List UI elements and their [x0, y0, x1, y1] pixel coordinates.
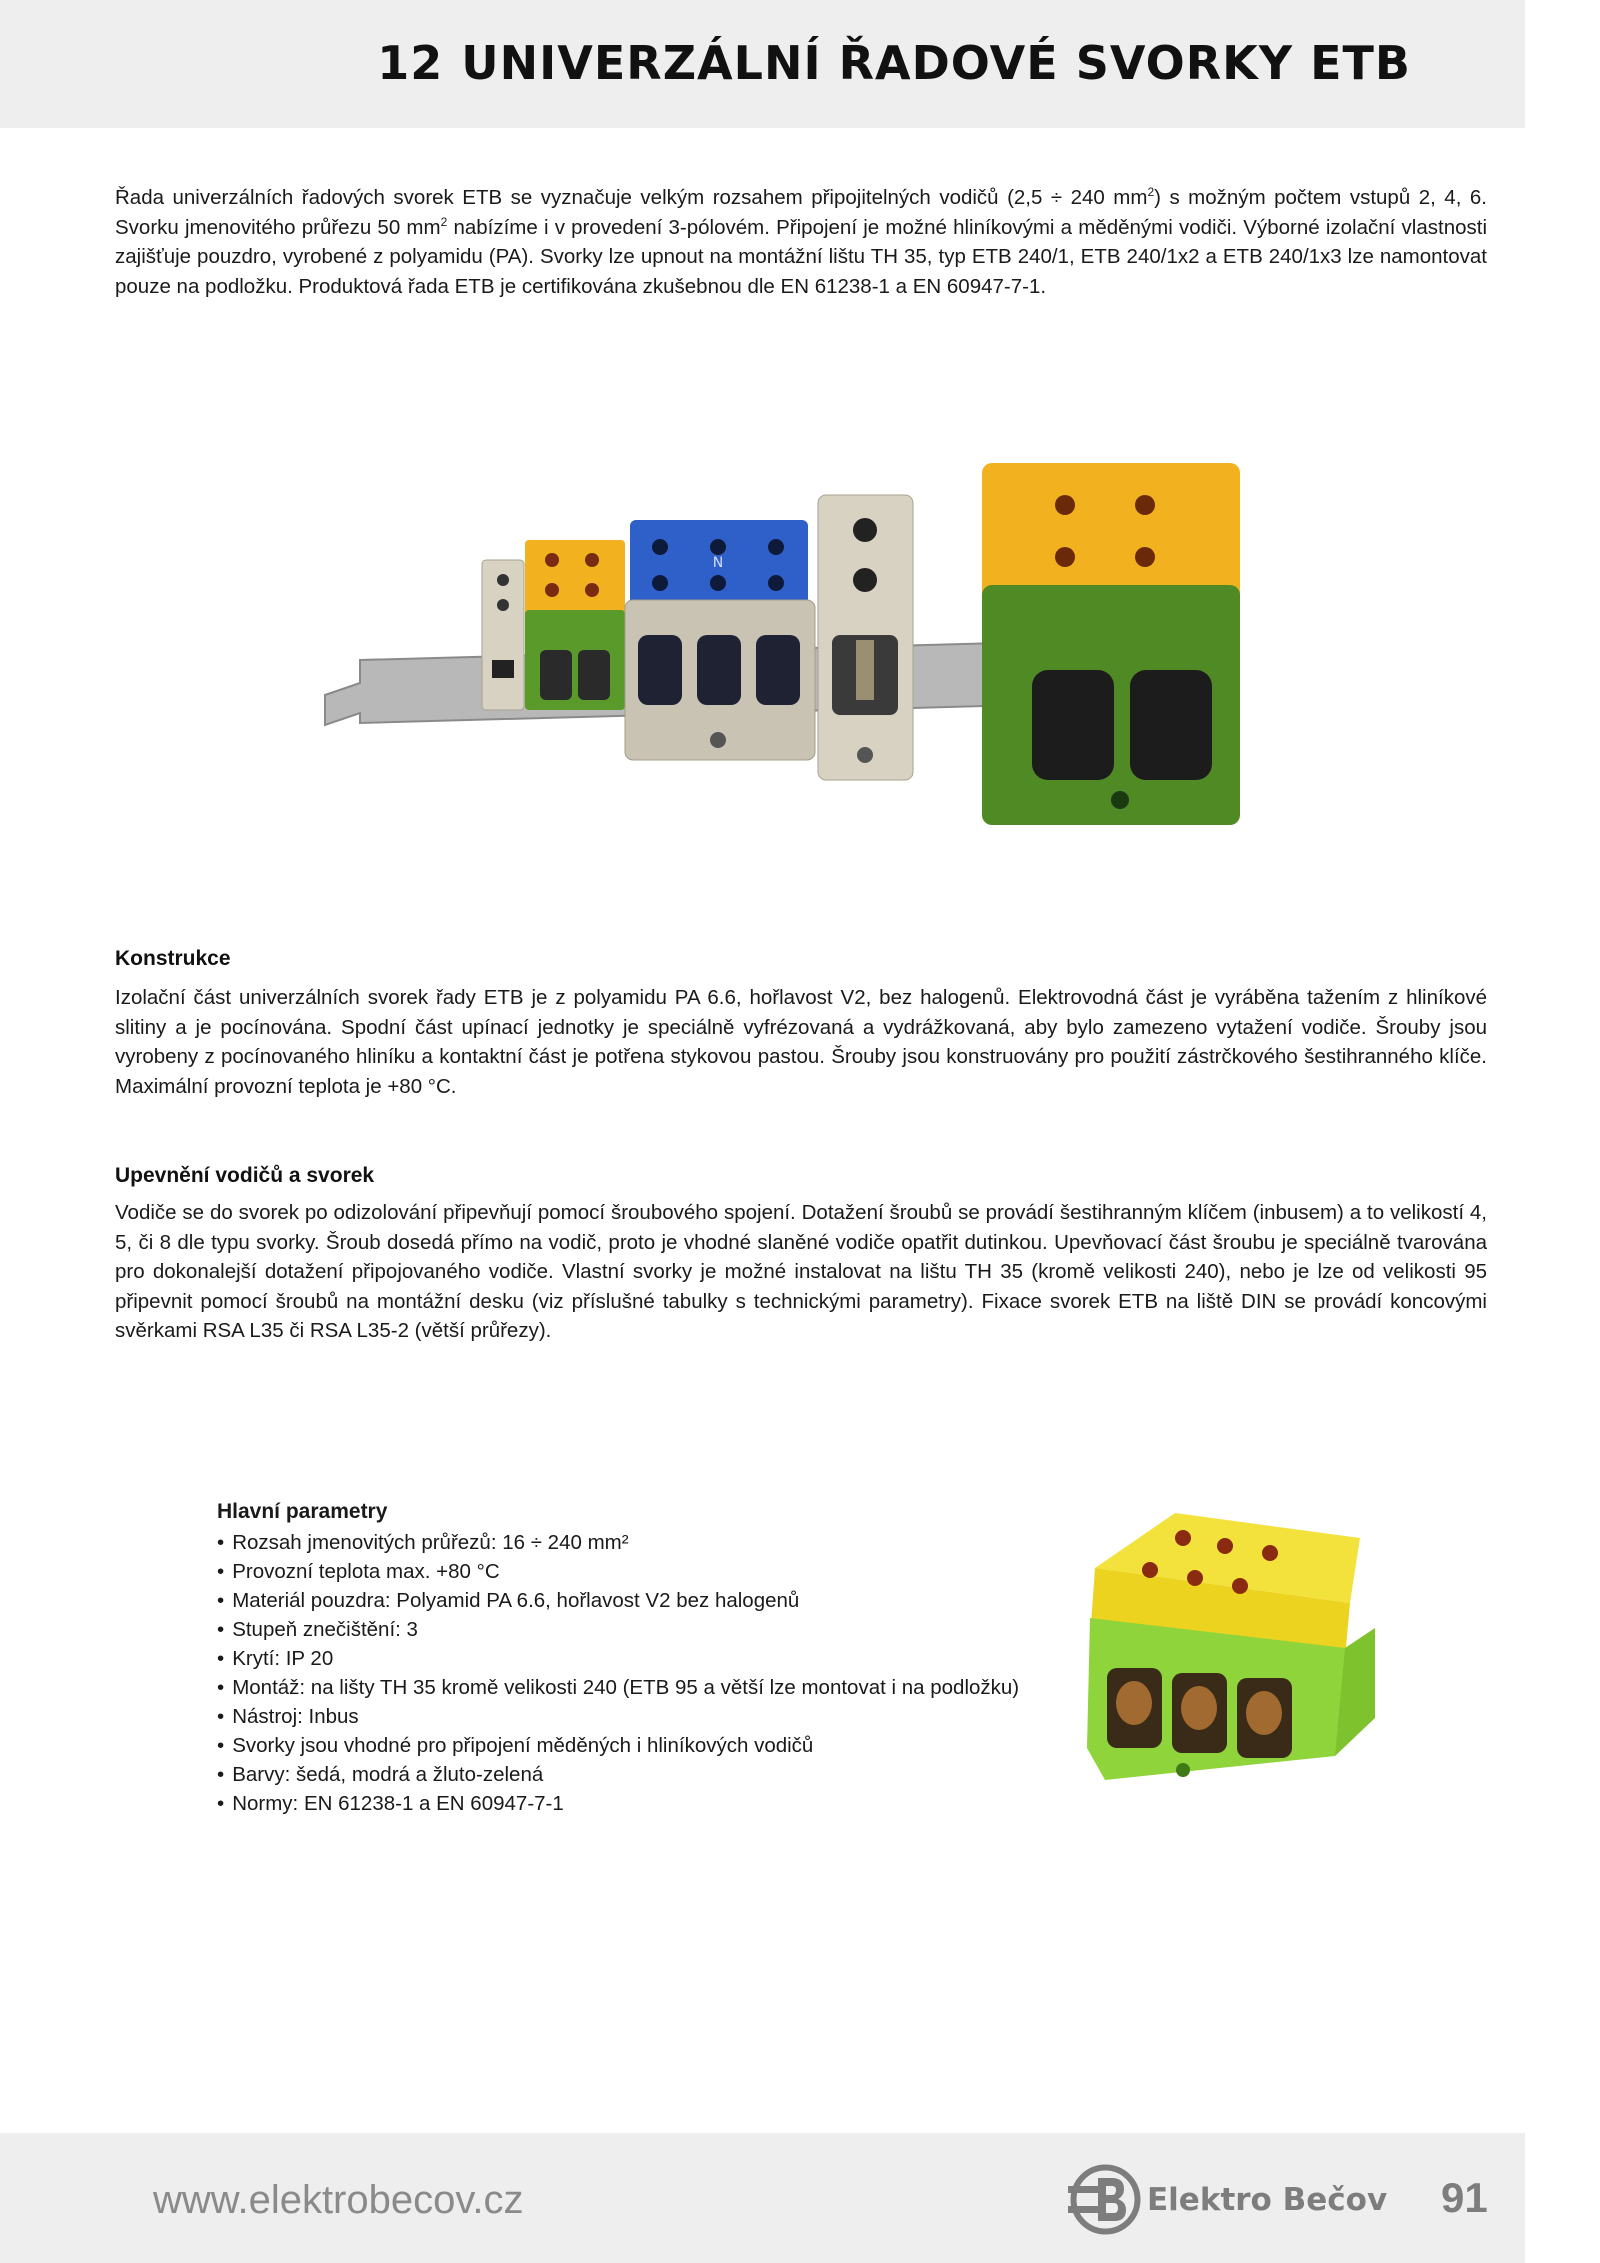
terminal-blocks-photo	[320, 455, 1245, 835]
intro-paragraph	[115, 183, 1487, 301]
list-item: • Krytí: IP 20	[217, 1644, 1019, 1673]
intro-text-2: ) s možným počtem vstupů 2, 4, 6. Svorku jmenovitého průřezu 50 mm	[115, 186, 1487, 239]
chapter-number: 12	[377, 36, 444, 90]
neutral-label: N	[712, 555, 724, 571]
list-item: • Materiál pouzdra: Polyamid PA 6.6, hořlavost V2 bez halogenů	[217, 1586, 1019, 1615]
params-list	[217, 1528, 1019, 1818]
elektro-becov-logo-icon	[1068, 2162, 1143, 2237]
header-band	[0, 0, 1525, 128]
params-heading: Hlavní parametry	[217, 1500, 388, 1523]
list-item: • Montáž: na lišty TH 35 kromě velikosti 240 (ETB 95 a větší lze montovat i na podložku)	[217, 1673, 1019, 1702]
brand-name: Elektro Bečov	[1147, 2182, 1388, 2218]
intro-sup-1: 2	[1147, 185, 1155, 200]
website-link[interactable]: www.elektrobecov.cz	[153, 2178, 524, 2222]
single-terminal-photo	[1075, 1508, 1380, 1788]
list-item: • Provozní teplota max. +80 °C	[217, 1557, 1019, 1586]
upevneni-heading: Upevnění vodičů a svorek	[115, 1164, 375, 1187]
list-item: • Stupeň znečištění: 3	[217, 1615, 1019, 1644]
konstrukce-heading: Konstrukce	[115, 947, 231, 970]
page-title	[377, 36, 1411, 90]
list-item: • Normy: EN 61238-1 a EN 60947-7-1	[217, 1789, 1019, 1818]
list-item: • Nástroj: Inbus	[217, 1702, 1019, 1731]
chapter-title: UNIVERZÁLNÍ ŘADOVÉ SVORKY ETB	[461, 36, 1411, 90]
list-item: • Rozsah jmenovitých průřezů: 16 ÷ 240 mm²	[217, 1528, 1019, 1557]
intro-text-1: Řada univerzálních řadových svorek ETB se vyznačuje velkým rozsahem připojitelných vodičů (2,5 ÷ 240 mm	[115, 186, 1148, 209]
list-item: • Barvy: šedá, modrá a žluto-zelená	[217, 1760, 1019, 1789]
intro-sup-2: 2	[440, 214, 448, 229]
upevneni-paragraph: Vodiče se do svorek po odizolování připevňují pomocí šroubového spojení. Dotažení šroubů se provádí šestihranným klíčem (inbusem) a to velikostí 4, 5, či 8 dle typu svorky. Šroub dosedá přímo na vodič, proto je vhodné slaněné vodiče opatřit dutinkou. Upevňovací část šroubu je speciálně tvarována pro dokonalejší dotažení připojovaného vodiče. Vlastní svorky je možné instalovat na lištu TH 35 (kromě velikosti 240), nebo je lze od velikosti 95 připevnit pomocí šroubů na montážní desku (viz příslušné tabulky s technickými parametry). Fixace svorek ETB na liště DIN se provádí koncovými svěrkami RSA L35 či RSA L35-2 (větší průřezy).	[115, 1201, 1487, 1342]
page-number: 91	[1441, 2174, 1488, 2221]
list-item: • Svorky jsou vhodné pro připojení měděných i hliníkových vodičů	[217, 1731, 1019, 1760]
konstrukce-paragraph: Izolační část univerzálních svorek řady ETB je z polyamidu PA 6.6, hořlavost V2, bez halogenů. Elektrovodná část je vyráběna tažením z hliníkové slitiny a je pocínována. Spodní část upínací jednotky je speciálně vyfrézovaná a vydrážkovaná, aby bylo zamezeno vytažení vodiče. Šrouby jsou vyrobeny z pocínovaného hliníku a kontaktní část je potřena stykovou pastou. Šrouby jsou konstruovány pro použití zástrčkového šestihranného klíče. Maximální provozní teplota je +80 °C.	[115, 986, 1487, 1098]
intro-text-3: nabízíme i v provedení 3-pólovém. Připojení je možné hliníkovými a měděnými vodiči. Výborné izolační vlastnosti zajišťuje pouzdro, vyrobené z polyamidu (PA). Svorky lze upnout na montážní lištu TH 35, typ ETB 240/1, ETB 240/1x2 a ETB 240/1x3 lze namontovat pouze na podložku. Produktová řada ETB je certifikována zkušebnou dle EN 61238-1 a EN 60947-7-1.	[115, 215, 1487, 298]
